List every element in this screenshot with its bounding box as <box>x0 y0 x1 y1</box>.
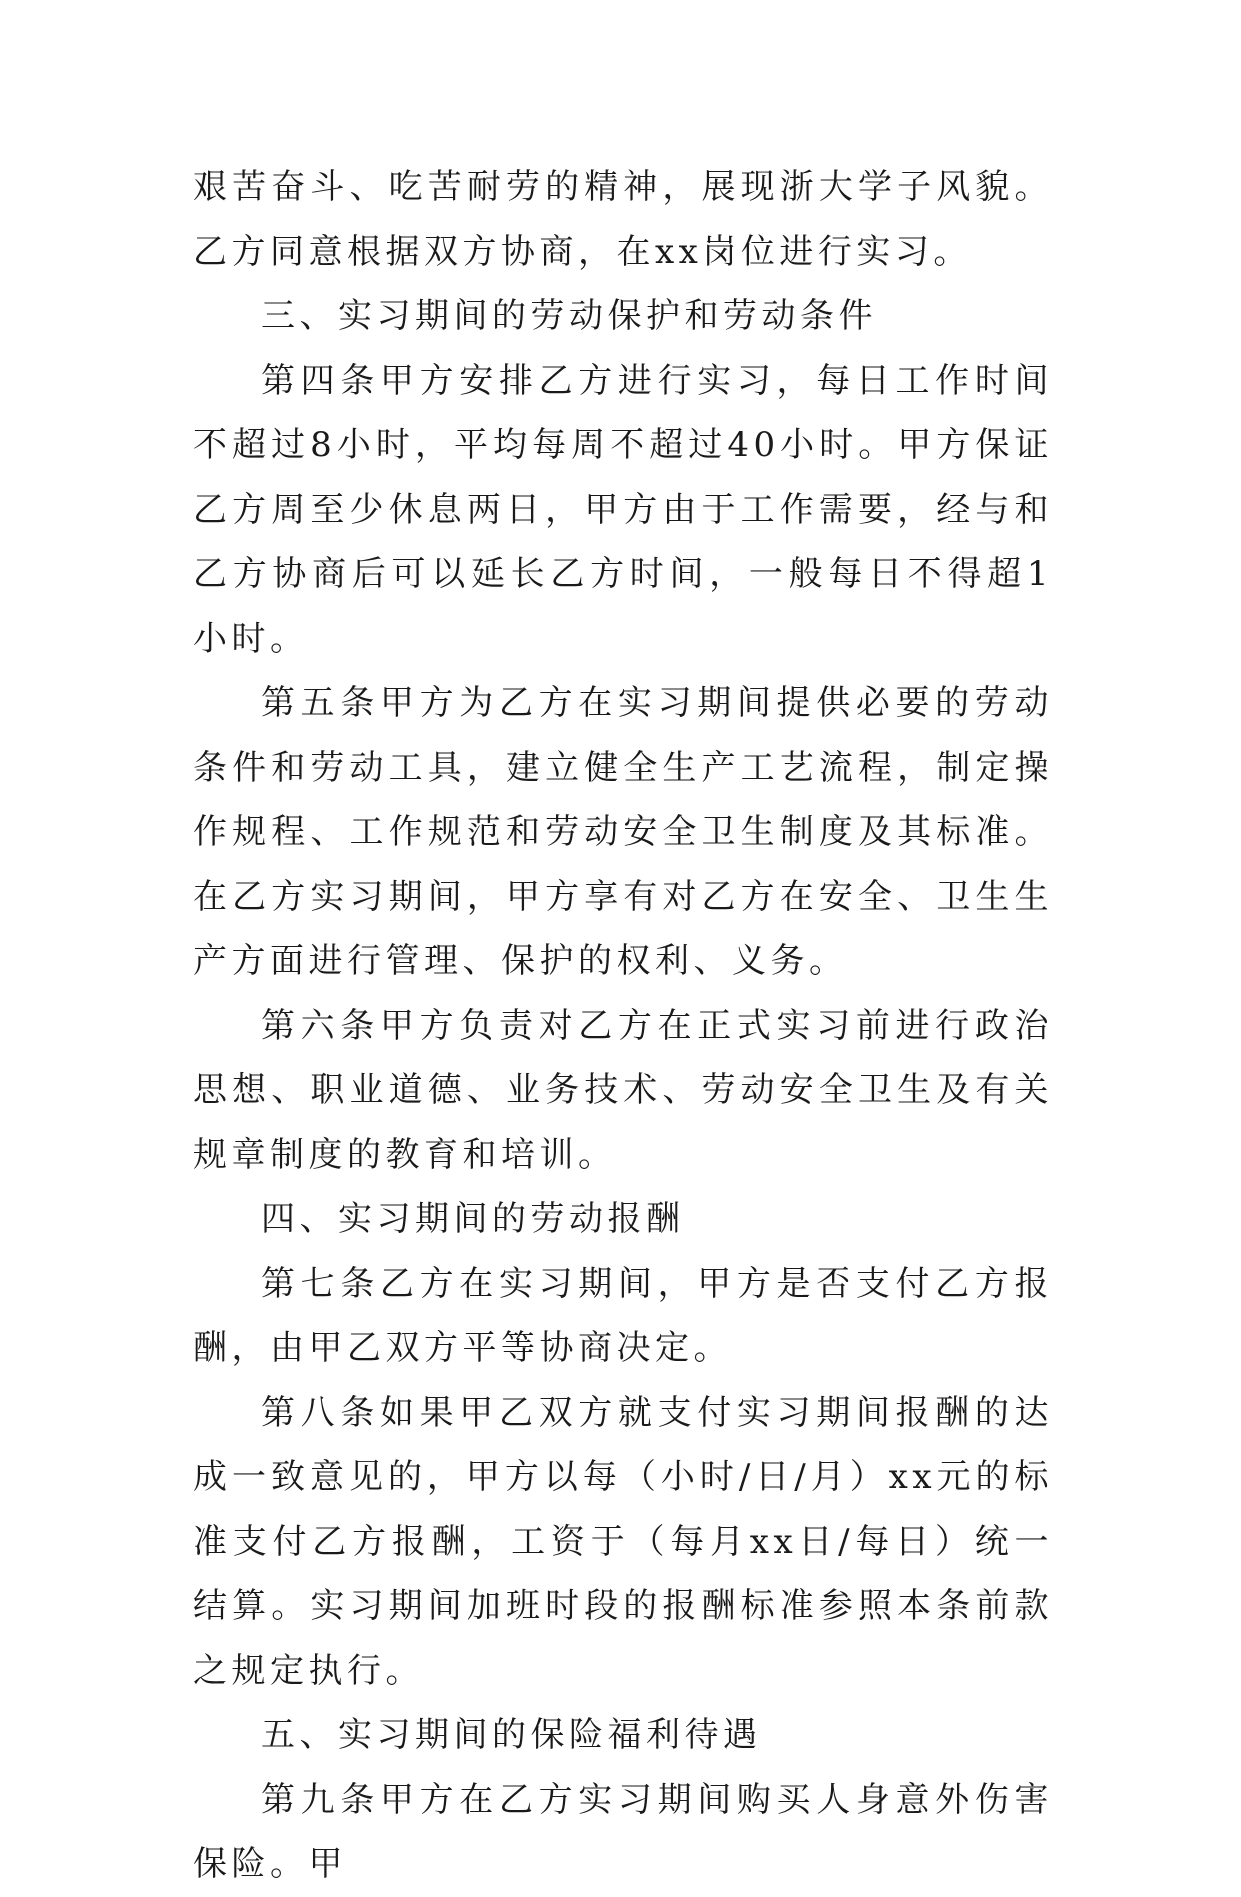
article-7: 第七条乙方在实习期间，甲方是否支付乙方报酬，由甲乙双方平等协商决定。 <box>193 1263 1053 1368</box>
article-5: 第五条甲方为乙方在实习期间提供必要的劳动条件和劳动工具，建立健全生产工艺流程，制定操作规程、工作规范和劳动安全卫生制度及其标准。在乙方实习期间，甲方享有对乙方在安全、卫生生产方面进行管理、保护的权利、义务。 <box>193 683 1053 981</box>
article-4: 第四条甲方安排乙方进行实习，每日工作时间不超过8小时，平均每周不超过40小时。甲方保证乙方周至少休息两日，甲方由于工作需要，经与和乙方协商后可以延长乙方时间，一般每日不得超1小时。 <box>193 360 1053 659</box>
section-heading-3: 三、实习期间的劳动保护和劳动条件 <box>261 296 877 336</box>
document-body <box>193 155 1053 1897</box>
article-8: 第八条如果甲乙双方就支付实习期间报酬的达成一致意见的，甲方以每（小时/日/月）xx元的标准支付乙方报酬，工资于（每月xx日/每日）统一结算。实习期间加班时段的报酬标准参照本条前款之规定执行。 <box>193 1392 1053 1691</box>
section-heading-5: 五、实习期间的保险福利待遇 <box>261 1715 762 1755</box>
article-9: 第九条甲方在乙方实习期间购买人身意外伤害保险。甲 <box>193 1779 1053 1884</box>
paragraph-continuation: 艰苦奋斗、吃苦耐劳的精神，展现浙大学子风貌。乙方同意根据双方协商，在xx岗位进行实习。 <box>193 167 1053 272</box>
section-heading-4: 四、实习期间的劳动报酬 <box>261 1199 685 1239</box>
article-6: 第六条甲方负责对乙方在正式实习前进行政治思想、职业道德、业务技术、劳动安全卫生及有关规章制度的教育和培训。 <box>193 1005 1053 1175</box>
